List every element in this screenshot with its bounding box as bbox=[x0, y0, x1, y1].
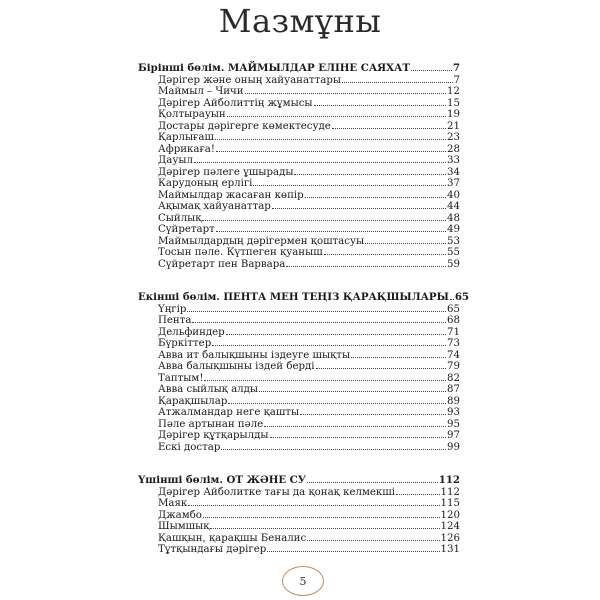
toc-page-number: 97 bbox=[447, 430, 460, 441]
toc-entry[interactable] bbox=[138, 97, 460, 109]
toc-entry[interactable] bbox=[138, 212, 460, 224]
toc-entry[interactable] bbox=[138, 429, 460, 441]
toc-leader-dots bbox=[267, 543, 439, 552]
toc-entry-title: Қарлығаш bbox=[158, 132, 214, 143]
toc-entry-title: Тұтқындағы дәрігер bbox=[158, 544, 267, 555]
toc-entry[interactable] bbox=[138, 349, 460, 361]
toc-page-number: 99 bbox=[447, 441, 460, 453]
toc-leader-dots bbox=[203, 509, 440, 518]
toc-entry[interactable] bbox=[138, 441, 460, 453]
toc-entry-title: Пәле артынан пәле bbox=[158, 418, 264, 430]
toc-page-number: 49 bbox=[447, 224, 460, 235]
toc-leader-dots bbox=[226, 326, 446, 335]
toc-entry[interactable] bbox=[138, 497, 460, 509]
toc-page-number: 37 bbox=[447, 178, 460, 189]
toc-leader-dots bbox=[221, 441, 446, 450]
toc-leader-dots bbox=[365, 235, 446, 244]
toc-leader-dots bbox=[210, 520, 439, 529]
toc-leader-dots bbox=[253, 177, 446, 186]
toc-entry-title: Маймылдар жасаған көпір bbox=[158, 189, 304, 201]
toc-entry[interactable] bbox=[138, 314, 460, 326]
toc-entry[interactable] bbox=[138, 303, 460, 315]
toc-page-number: 23 bbox=[447, 132, 460, 143]
toc-entry[interactable] bbox=[138, 143, 460, 155]
toc-part-title: Екінші бөлім. ПЕНТА МЕН ТЕҢІЗ ҚАРАҚШЫЛАРЫ bbox=[138, 291, 449, 303]
toc-page-number: 28 bbox=[447, 143, 460, 155]
page-number-badge bbox=[282, 566, 324, 596]
toc-part-heading bbox=[138, 474, 460, 486]
toc-leader-dots bbox=[316, 360, 446, 369]
toc-entry[interactable] bbox=[138, 200, 460, 212]
toc-entry[interactable] bbox=[138, 223, 460, 235]
page-title: Мазмұны bbox=[218, 2, 382, 40]
toc-entry-title: Шымшық bbox=[158, 521, 210, 532]
toc-page-number: 71 bbox=[447, 326, 460, 338]
toc-page-number: 95 bbox=[447, 418, 460, 430]
toc-leader-dots bbox=[188, 497, 439, 506]
toc-leader-dots bbox=[227, 108, 446, 117]
toc-leader-dots bbox=[215, 131, 446, 140]
toc-entry-title: Маймылдардың дәрігермен қоштасуы bbox=[158, 235, 365, 247]
toc-entry-title: Достары дәрігерге көмектесуде bbox=[158, 120, 331, 132]
toc-leader-dots bbox=[396, 486, 440, 495]
toc-leader-dots bbox=[307, 474, 438, 483]
toc-page-number: 112 bbox=[438, 474, 460, 486]
toc-page-number: 12 bbox=[447, 86, 460, 97]
toc-leader-dots bbox=[192, 314, 446, 323]
toc-leader-dots bbox=[204, 372, 446, 381]
toc-leader-dots bbox=[351, 349, 446, 358]
toc-entry[interactable] bbox=[138, 235, 460, 247]
toc-entry-title: Дәрігер Айболиттің жұмысы bbox=[158, 97, 313, 109]
toc-page-number: 33 bbox=[447, 155, 460, 166]
toc-entry[interactable] bbox=[138, 108, 460, 120]
toc-page-number: 19 bbox=[447, 109, 460, 120]
toc-entry[interactable] bbox=[138, 418, 460, 430]
toc-entry-title: Бүркіттер bbox=[158, 338, 212, 349]
toc-entry-title: Ақымақ хайуанаттар bbox=[158, 201, 271, 212]
toc-page-number: 48 bbox=[447, 212, 460, 224]
toc-page-number: 7 bbox=[453, 74, 460, 86]
toc-page-number: 93 bbox=[447, 407, 460, 418]
toc-page-number: 55 bbox=[447, 247, 460, 258]
toc-entry-title: Қашқын, қарақшы Беналис bbox=[158, 532, 307, 544]
toc-page-number: 115 bbox=[440, 498, 460, 509]
toc-page-number: 126 bbox=[440, 532, 460, 544]
toc-entry[interactable] bbox=[138, 246, 460, 258]
toc-leader-dots bbox=[324, 246, 446, 255]
toc-entry-title: Африкаға! bbox=[158, 143, 215, 155]
toc-leader-dots bbox=[411, 62, 452, 71]
toc-entry-title: Тосын пәле. Күтпеген қуаныш bbox=[158, 247, 323, 258]
toc-entry[interactable] bbox=[138, 131, 460, 143]
toc-entry[interactable] bbox=[138, 520, 460, 532]
toc-entry-title: Дауыл bbox=[158, 155, 193, 166]
toc-leader-dots bbox=[212, 337, 446, 346]
toc-entry-title: Маймыл – Чичи bbox=[158, 86, 244, 97]
toc-leader-dots bbox=[307, 532, 439, 541]
toc-entry-title: Ескі достар bbox=[158, 441, 221, 453]
toc-page-number: 15 bbox=[447, 97, 460, 109]
toc-part-title: Бірінші бөлім. МАЙМЫЛДАР ЕЛІНЕ САЯХАТ bbox=[138, 62, 410, 74]
toc-page-number: 7 bbox=[452, 62, 460, 74]
toc-entry[interactable] bbox=[138, 509, 460, 521]
toc-entry[interactable] bbox=[138, 120, 460, 132]
toc-page-number: 34 bbox=[447, 166, 460, 178]
toc-page-number: 65 bbox=[447, 303, 460, 315]
toc-page-number: 68 bbox=[447, 315, 460, 326]
toc-entry[interactable] bbox=[138, 177, 460, 189]
toc-page-number: 120 bbox=[440, 509, 460, 521]
toc-leader-dots bbox=[270, 429, 447, 438]
toc-leader-dots bbox=[202, 212, 446, 221]
toc-page-number: 44 bbox=[447, 201, 460, 212]
toc-entry-title: Авва сыйлық алды bbox=[158, 384, 259, 395]
toc-entry-title: Авва ит балықшыны іздеуге шықты bbox=[158, 349, 351, 361]
toc-part-heading bbox=[138, 62, 460, 74]
toc-leader-dots bbox=[294, 166, 446, 175]
toc-entry-title: Дәрігер құтқарылды bbox=[158, 430, 269, 441]
toc-leader-dots bbox=[272, 200, 446, 209]
toc-page-number: 131 bbox=[440, 544, 460, 555]
toc-page-number: 21 bbox=[447, 120, 460, 132]
toc-entry[interactable] bbox=[138, 360, 460, 372]
toc-entry[interactable] bbox=[138, 532, 460, 544]
toc-page-number: 40 bbox=[447, 189, 460, 201]
toc-entry-title: Авва балықшыны іздей берді bbox=[158, 361, 315, 372]
toc-entry-title: Сыйлық bbox=[158, 212, 202, 224]
toc-entry-title: Сүйретарт bbox=[158, 224, 215, 235]
toc-leader-dots bbox=[245, 85, 446, 94]
toc-entry-title: Үңгір bbox=[158, 303, 187, 315]
toc-entry-title: Джамбо bbox=[158, 509, 202, 521]
toc-leader-dots bbox=[450, 291, 454, 300]
toc-entry[interactable] bbox=[138, 395, 460, 407]
toc-entry[interactable] bbox=[138, 189, 460, 201]
toc-leader-dots bbox=[314, 97, 447, 106]
toc-leader-dots bbox=[286, 258, 446, 267]
toc-entry-title: Дәрігер Айболитке тағы да қонақ келмекші bbox=[158, 486, 395, 498]
toc-leader-dots bbox=[187, 303, 446, 312]
toc-leader-dots bbox=[216, 223, 446, 232]
toc-entry-title: Маяк bbox=[158, 498, 188, 509]
toc-page-number: 87 bbox=[447, 384, 460, 395]
toc-entry-title: Дәрігер пәлеге ұшырады bbox=[158, 166, 294, 178]
toc-entry-title: Қолтырауын bbox=[158, 109, 226, 120]
toc-leader-dots bbox=[228, 395, 446, 404]
toc-entry[interactable] bbox=[138, 85, 460, 97]
toc-entry-title: Атжалмандар неге қашты bbox=[158, 407, 300, 418]
toc-entry[interactable] bbox=[138, 372, 460, 384]
toc-leader-dots bbox=[259, 383, 446, 392]
toc-entry-title: Таптым! bbox=[158, 372, 204, 384]
toc-entry[interactable] bbox=[138, 326, 460, 338]
toc-entry[interactable] bbox=[138, 166, 460, 178]
toc-leader-dots bbox=[332, 120, 446, 129]
table-of-contents bbox=[138, 62, 470, 555]
toc-entry[interactable] bbox=[138, 154, 460, 166]
toc-page-number: 124 bbox=[440, 521, 460, 532]
toc-entry[interactable] bbox=[138, 74, 460, 86]
toc-page-number: 53 bbox=[447, 235, 460, 247]
toc-page-number: 73 bbox=[447, 338, 460, 349]
toc-entry-title: Сүйретарт пен Варвара bbox=[158, 258, 286, 270]
toc-leader-dots bbox=[216, 143, 446, 152]
toc-page-number: 82 bbox=[447, 372, 460, 384]
toc-entry[interactable] bbox=[138, 486, 460, 498]
toc-entry-title: Дельфиндер bbox=[158, 326, 225, 338]
toc-page-number: 74 bbox=[447, 349, 460, 361]
toc-entry[interactable] bbox=[138, 258, 460, 270]
toc-leader-dots bbox=[264, 418, 446, 427]
toc-page-number: 59 bbox=[447, 258, 460, 270]
toc-entry-title: Карудоның ерлігі bbox=[158, 178, 253, 189]
toc-page-number: 112 bbox=[440, 486, 460, 498]
toc-page-number: 65 bbox=[454, 291, 470, 303]
toc-part-title: Үшінші бөлім. ОТ ЖӘНЕ СУ bbox=[138, 474, 307, 486]
toc-part-heading bbox=[138, 291, 470, 303]
toc-entry[interactable] bbox=[138, 337, 460, 349]
toc-entry[interactable] bbox=[138, 406, 460, 418]
toc-entry[interactable] bbox=[138, 543, 460, 555]
toc-entry-title: Дәрігер және оның хайуанаттары bbox=[158, 74, 341, 86]
toc-leader-dots bbox=[342, 74, 453, 83]
toc-leader-dots bbox=[300, 406, 446, 415]
toc-leader-dots bbox=[194, 154, 446, 163]
page-number: 5 bbox=[299, 574, 307, 588]
toc-leader-dots bbox=[305, 189, 446, 198]
toc-entry[interactable] bbox=[138, 383, 460, 395]
toc-page-number: 89 bbox=[447, 395, 460, 407]
toc-page-number: 79 bbox=[447, 361, 460, 372]
toc-entry-title: Қарақшылар bbox=[158, 395, 228, 407]
toc-entry-title: Пента bbox=[158, 315, 192, 326]
